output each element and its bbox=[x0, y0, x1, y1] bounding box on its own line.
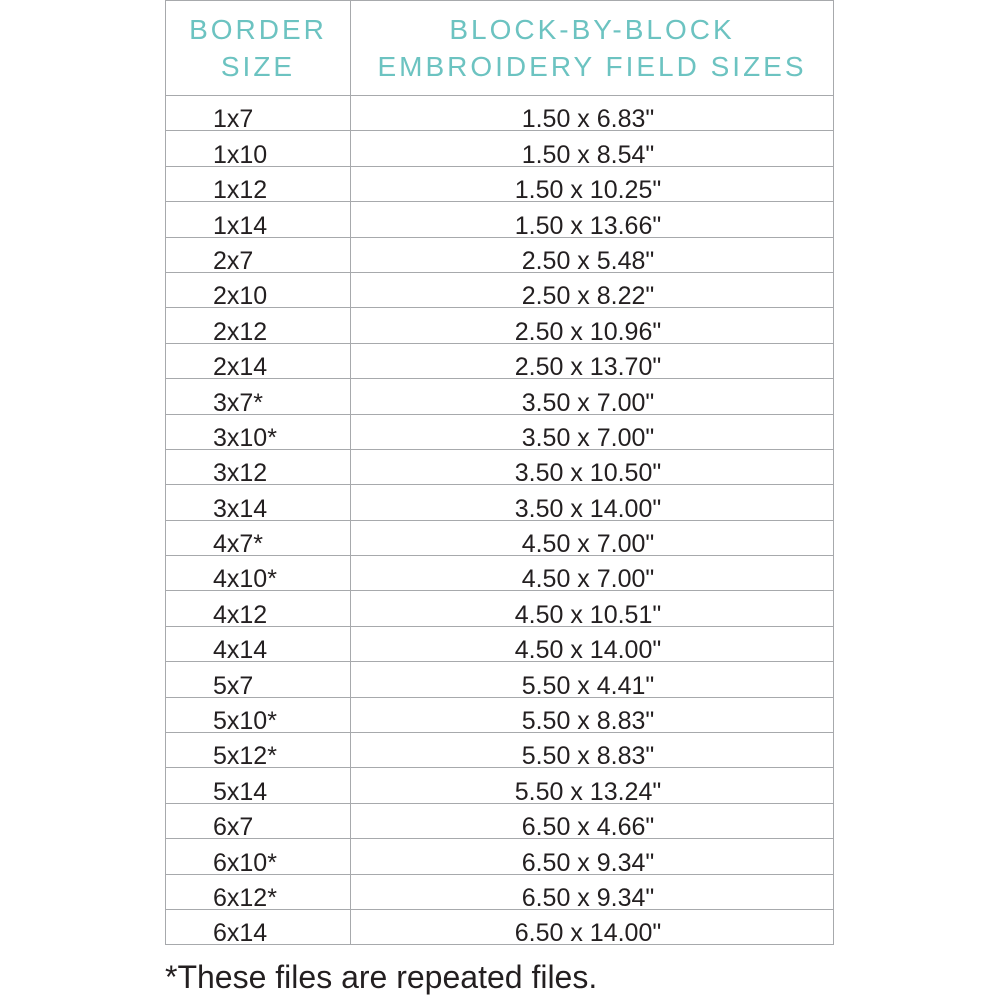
header-field-sizes-line1: BLOCK-BY-BLOCK bbox=[449, 14, 735, 45]
border-size-value: 3x10* bbox=[213, 423, 277, 452]
field-size-value: 5.50 x 8.83" bbox=[521, 742, 655, 771]
border-size-value: 2x10 bbox=[213, 282, 268, 311]
header-border-size-line2: SIZE bbox=[220, 51, 296, 82]
footnote: *These files are repeated files. bbox=[165, 959, 598, 995]
table-row bbox=[166, 96, 834, 131]
border-size-value: 5x7 bbox=[213, 671, 254, 700]
field-size-value: 3.50 x 10.50" bbox=[514, 459, 662, 488]
field-size-value: 4.50 x 7.00" bbox=[521, 530, 655, 559]
border-size-value: 2x12 bbox=[213, 317, 268, 346]
field-size-value: 2.50 x 10.96" bbox=[514, 317, 662, 346]
size-chart bbox=[165, 0, 833, 948]
field-size-value: 4.50 x 14.00" bbox=[514, 636, 662, 665]
table-row bbox=[166, 556, 834, 591]
size-table bbox=[165, 0, 834, 948]
field-size-value: 5.50 x 8.83" bbox=[521, 707, 655, 736]
field-size-value: 3.50 x 7.00" bbox=[521, 423, 655, 452]
table-row bbox=[166, 272, 834, 307]
border-size-cell bbox=[166, 96, 351, 134]
header-field-sizes-line2: EMBROIDERY FIELD SIZES bbox=[377, 51, 807, 82]
field-size-value: 2.50 x 8.22" bbox=[521, 282, 655, 311]
field-size-value: 1.50 x 13.66" bbox=[514, 211, 662, 240]
border-size-value: 1x14 bbox=[213, 211, 268, 240]
border-size-value: 4x10* bbox=[213, 565, 277, 594]
table-row bbox=[166, 414, 834, 449]
table-row bbox=[166, 697, 834, 732]
border-size-value: 1x10 bbox=[213, 140, 268, 169]
field-size-value: 1.50 x 6.83" bbox=[521, 105, 655, 134]
border-size-cell bbox=[166, 131, 351, 169]
field-size-value: 1.50 x 10.25" bbox=[514, 176, 662, 205]
border-size-cell bbox=[166, 272, 351, 311]
field-size-value: 6.50 x 9.34" bbox=[521, 848, 655, 877]
border-size-value: 6x10* bbox=[213, 848, 277, 877]
field-size-value: 1.50 x 8.54" bbox=[521, 140, 655, 169]
border-size-value: 5x12* bbox=[213, 742, 277, 771]
field-size-cell bbox=[351, 96, 834, 134]
border-size-value: 4x7* bbox=[213, 530, 264, 559]
table-body bbox=[166, 96, 834, 948]
border-size-value: 2x7 bbox=[213, 246, 254, 275]
border-size-value: 6x14 bbox=[213, 919, 268, 948]
border-size-value: 3x14 bbox=[213, 494, 268, 523]
field-size-value: 2.50 x 13.70" bbox=[514, 353, 662, 382]
table-row bbox=[166, 131, 834, 166]
border-size-value: 1x7 bbox=[213, 105, 254, 134]
table-header bbox=[166, 1, 834, 96]
field-size-value: 5.50 x 4.41" bbox=[521, 671, 655, 700]
header-border-size bbox=[166, 1, 351, 96]
border-size-value: 5x10* bbox=[213, 707, 277, 736]
border-size-value: 4x14 bbox=[213, 636, 268, 665]
border-size-value: 2x14 bbox=[213, 353, 268, 382]
field-size-value: 2.50 x 5.48" bbox=[521, 246, 655, 275]
header-field-sizes bbox=[351, 1, 834, 96]
border-size-value: 4x12 bbox=[213, 600, 268, 629]
field-size-value: 3.50 x 7.00" bbox=[521, 388, 655, 417]
field-size-value: 3.50 x 14.00" bbox=[514, 494, 662, 523]
field-size-value: 4.50 x 7.00" bbox=[521, 565, 655, 594]
border-size-value: 5x14 bbox=[213, 777, 268, 806]
field-size-value: 6.50 x 14.00" bbox=[514, 919, 662, 948]
header-border-size-line1: BORDER bbox=[189, 14, 327, 45]
border-size-value: 3x7* bbox=[213, 388, 264, 417]
field-size-value: 4.50 x 10.51" bbox=[514, 600, 662, 629]
border-size-cell bbox=[166, 839, 351, 877]
field-size-value: 5.50 x 13.24" bbox=[514, 777, 662, 806]
border-size-value: 6x7 bbox=[213, 813, 254, 842]
table-row bbox=[166, 839, 834, 874]
border-size-cell bbox=[166, 697, 351, 736]
border-size-value: 1x12 bbox=[213, 176, 268, 205]
header-row bbox=[166, 1, 834, 96]
field-size-value: 6.50 x 9.34" bbox=[521, 883, 655, 912]
field-size-value: 6.50 x 4.66" bbox=[521, 813, 655, 842]
border-size-value: 6x12* bbox=[213, 883, 277, 912]
border-size-value: 3x12 bbox=[213, 459, 268, 488]
